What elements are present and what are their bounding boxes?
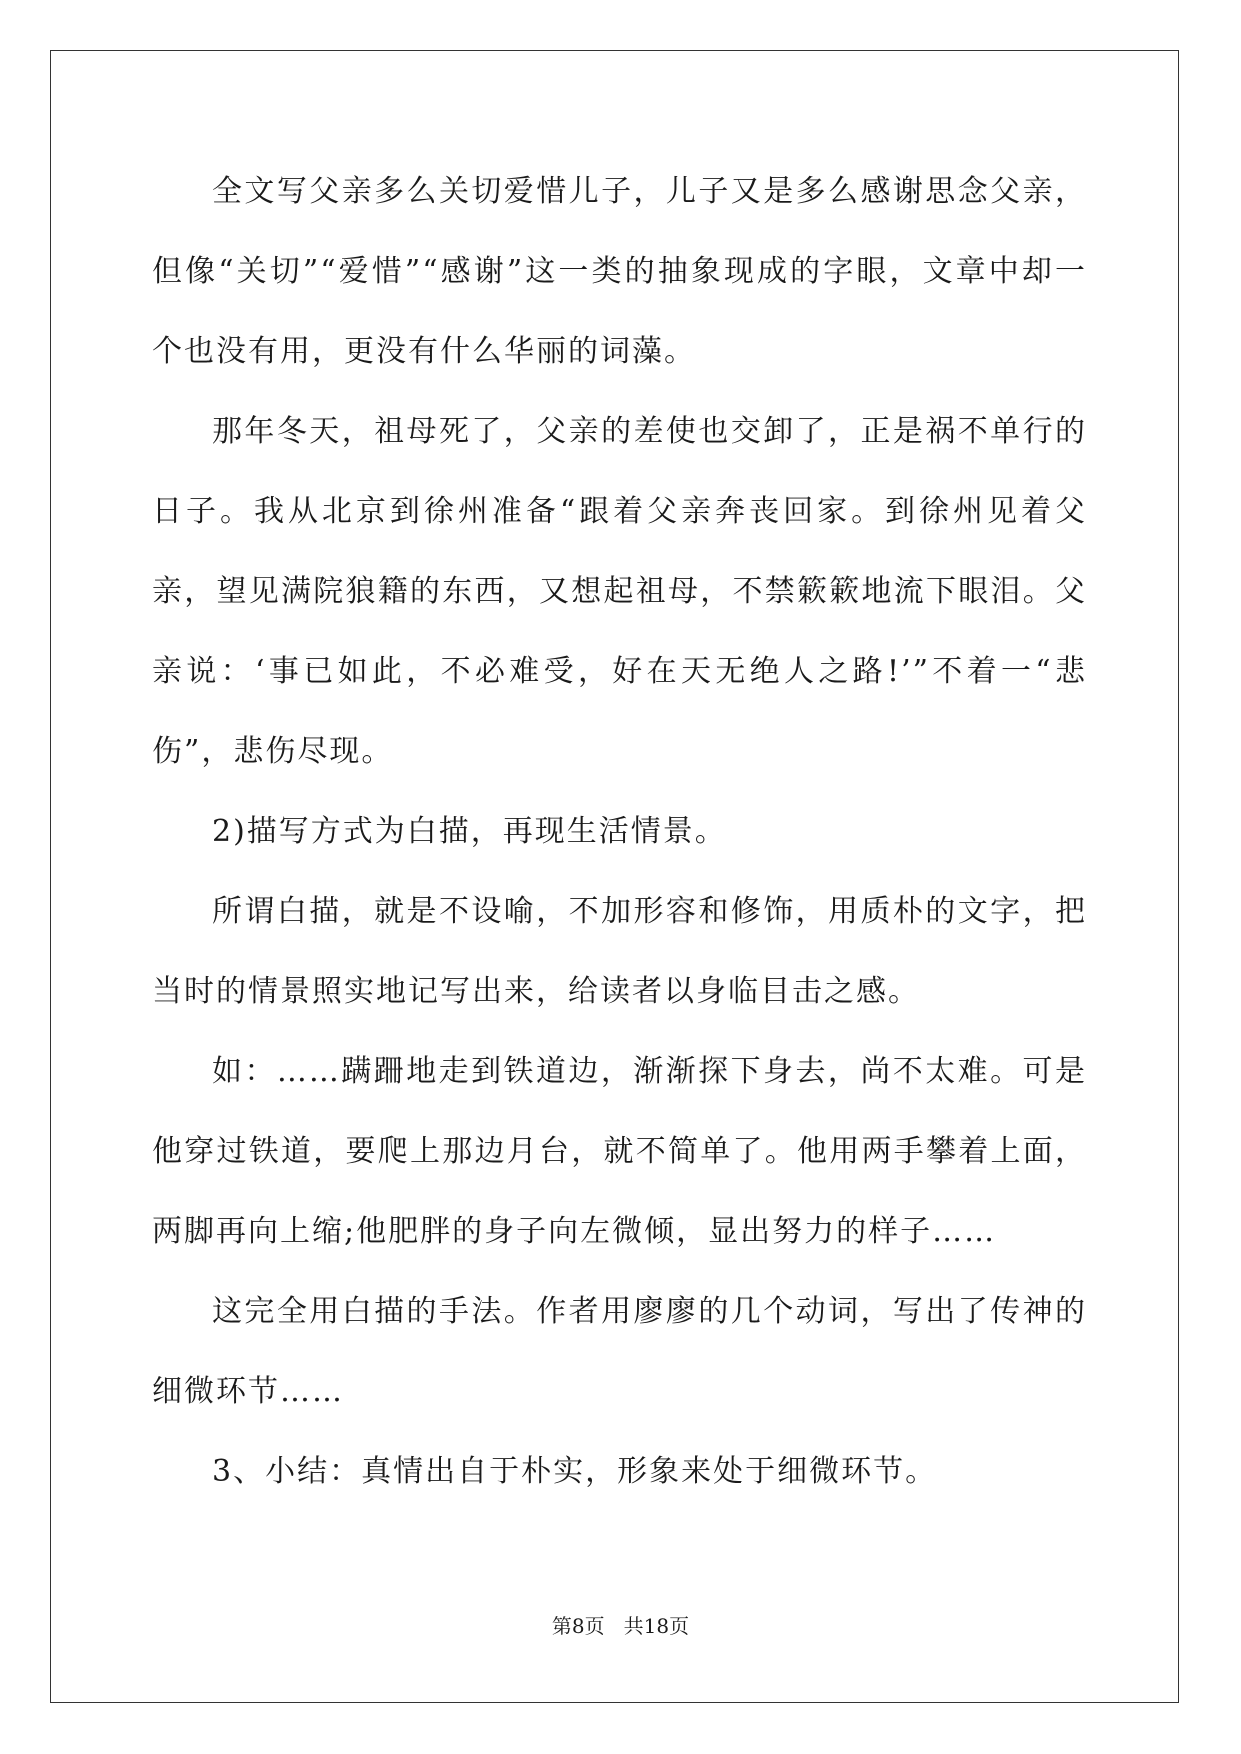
paragraph-1: 全文写父亲多么关切爱惜儿子，儿子又是多么感谢思念父亲，但像“关切”“爱惜”“感谢”这一类的抽象现成的字眼，文章中却一个也没有用，更没有什么华丽的词藻。 [152, 174, 1087, 369]
paragraph-3: 2)描写方式为白描，再现生活情景。 [212, 814, 727, 849]
document-body [152, 152, 1087, 1512]
paragraph-7: 3、小结：真情出自于朴实，形象来处于细微环节。 [212, 1454, 938, 1489]
paragraph-6: 这完全用白描的手法。作者用廖廖的几个动词，写出了传神的细微环节…… [152, 1294, 1087, 1409]
paragraph-5: 如：……蹒跚地走到铁道边，渐渐探下身去，尚不太难。可是他穿过铁道，要爬上那边月台，就不简单了。他用两手攀着上面，两脚再向上缩;他肥胖的身子向左微倾，显出努力的样子…… [152, 1054, 1087, 1249]
paragraph-4: 所谓白描，就是不设喻，不加形容和修饰，用质朴的文字，把当时的情景照实地记写出来，给读者以身临目击之感。 [152, 894, 1087, 1009]
page-number-footer: 第8页 共18页 [551, 1614, 690, 1638]
paragraph-2: 那年冬天，祖母死了，父亲的差使也交卸了，正是祸不单行的日子。我从北京到徐州准备“跟着父亲奔丧回家。到徐州见着父亲，望见满院狼籍的东西，又想起祖母，不禁簌簌地流下眼泪。父亲说：‘事已如此，不必难受，好在天无绝人之路!’”不着一“悲伤”，悲伤尽现。 [152, 414, 1087, 769]
